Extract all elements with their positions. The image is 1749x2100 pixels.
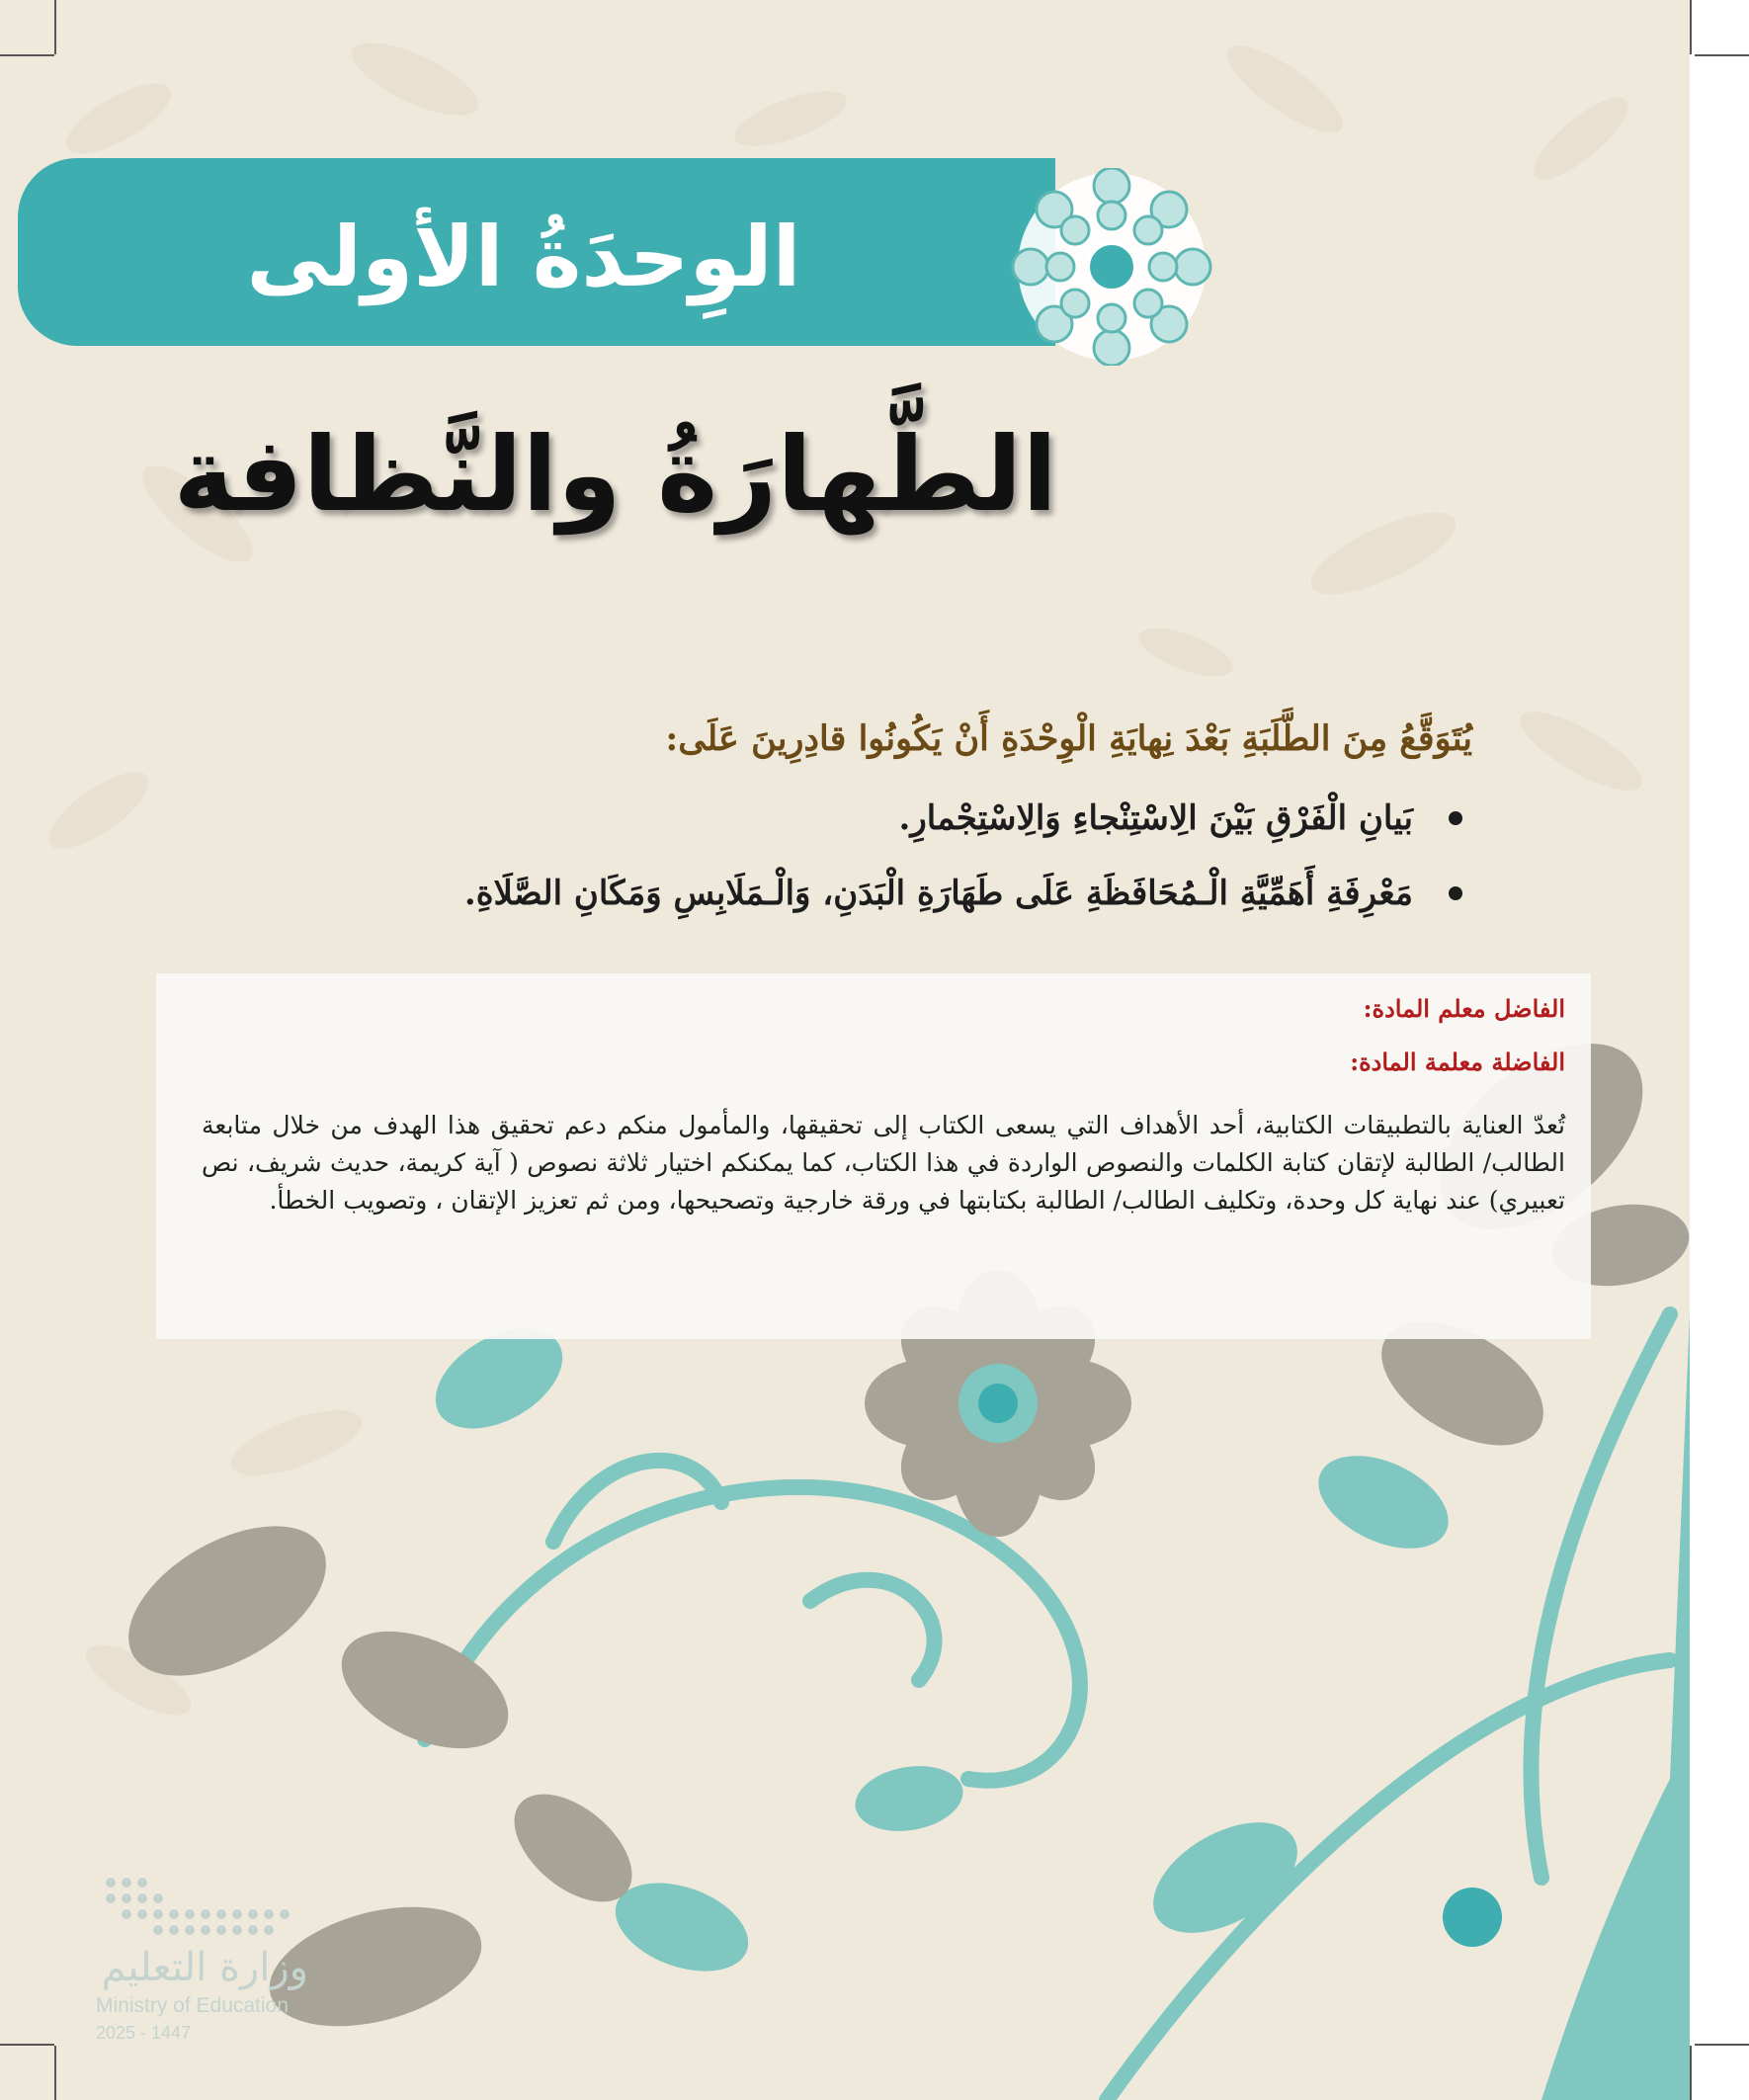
unit-title: الوِحدَةُ الأولى [246,209,801,305]
teacher-note-body: تُعدّ العناية بالتطبيقات الكتابية، أحد الأهداف التي يسعى الكتاب إلى تحقيقها، والمأمول منكم دعم تحقيق هذا الهدف من خلال متابعة الطالب/ الطالبة لإتقان كتابة الكلمات والنصوص الواردة في هذا الكتاب، كما يمكنكم اختيار ثلاثة نصوص ( آية كريمة، حديث شريف، نص تعبيري) عند نهاية كل وحدة، وتكليف الطالب/ الطالبة بكتابتها في ورقة خارجية وتصحيحها، ومن ثم تعزيز الإتقان ، وتصويب الخطأ. [202,1111,1565,1215]
bullet-icon [1449,886,1462,900]
teacher-note-box [156,973,1591,1339]
objective-item [395,856,1472,931]
crop-mark [0,54,54,56]
crop-mark [1690,2046,1692,2100]
crop-mark [1695,2044,1749,2046]
female-teacher-label: الفاضلة معلمة المادة: [1350,1048,1565,1076]
logo-english-text: Ministry of Education [96,1994,289,2017]
male-teacher-label: الفاضل معلم المادة: [1363,994,1565,1023]
rosette-ornament-icon [998,168,1225,366]
crop-mark [54,2046,56,2100]
objective-text: مَعْرِفَةِ أَهَمِّيَّةِ الْـمُحَافَظَةِ عَلَى طَهَارَةِ الْبَدَنِ، وَالْـمَلَابِسِ وَمَكَانِ الصَّلَاةِ. [463,874,1413,913]
logo-year: 2025 - 1447 [96,2023,192,2043]
crop-mark [1690,0,1692,54]
objectives-intro: يُتَوَقَّعُ مِنَ الطَّلَبَةِ بَعْدَ نِهايَةِ الْوِحْدَةِ أَنْ يَكُونُوا قادِرِينَ عَلَى: [665,718,1472,759]
logo-arabic-text: وزارة التعليم [101,1945,308,1990]
objectives-list [395,781,1472,931]
logo-dots-icon [101,1873,298,1942]
chapter-title: الطَّهارَةُ والنَّظافة [173,414,1057,535]
objective-item [395,781,1472,856]
bullet-icon [1449,811,1462,825]
crop-mark [54,0,56,54]
objective-text: بَيانِ الْفَرْقِ بَيْنَ الِاسْتِنْجاءِ وَالِاسْتِجْمارِ. [898,798,1413,838]
ministry-logo [91,1873,318,2051]
crop-mark [0,2044,54,2046]
crop-mark [1695,54,1749,56]
